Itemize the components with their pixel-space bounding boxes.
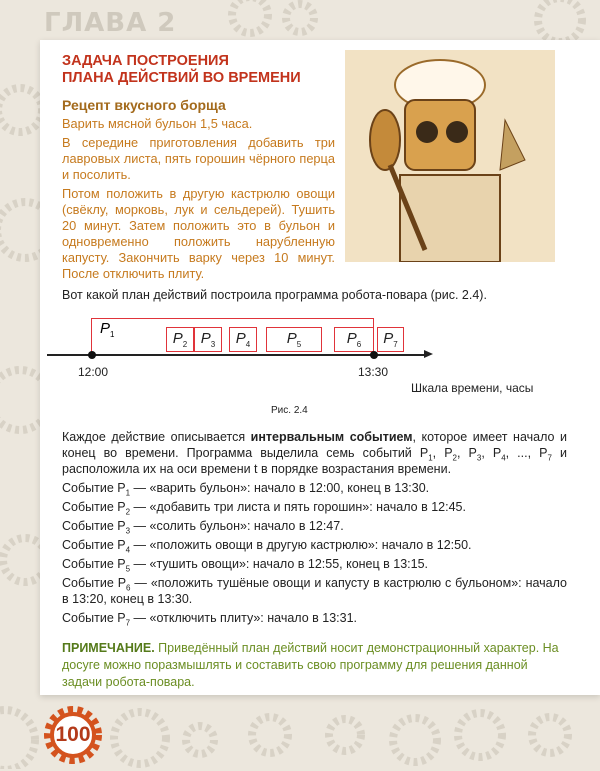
event-line: Событие $P_3$ — «солить бульон»: начало в 12:47. [62, 519, 344, 536]
event-line: Событие $P_6$ — «положить тушёные овощи и капусту в кастрюлю с бульоном»: начало в 13:20, конец в 13:30. [62, 576, 568, 606]
event-line: Событие $P_7$ — «отключить плиту»: начало в 13:31. [62, 611, 358, 628]
event-p2: $P_2$ [166, 327, 194, 352]
note-label: ПРИМЕЧАНИЕ. [62, 641, 155, 655]
note-block [62, 640, 567, 691]
page-number: 100 [55, 723, 91, 746]
title-line: ПЛАНА ДЕЙСТВИЙ ВО ВРЕМЕНИ [62, 70, 301, 86]
event-p7: $P_7$ [377, 327, 404, 352]
figure-caption: Рис. 2.4 [271, 405, 308, 416]
intro-text: Вот какой план действий построила программа робота-повара (рис. 2.4). [62, 288, 487, 302]
event-p5: $P_5$ [266, 327, 322, 352]
event-p4: $P_4$ [229, 327, 257, 352]
section-title [62, 53, 335, 87]
note-text: Приведённый план действий носит демонстрационный характер. На досуге можно поразмышлять и составить свою программу для решения данной задачи робота-повара. [62, 641, 559, 689]
body-paragraph: Каждое действие описывается интервальным событием, которое имеет начало и конец во времени. Программа выделила семь событий $P_1$, $P_2$, $P_3$, $P_4$, ..., $P_7$ и расположила их на оси времени t в порядке возрастания времени. [62, 430, 567, 476]
body-text [62, 429, 567, 626]
event-p1-label: $P_1$ [100, 320, 115, 339]
main-column [62, 53, 567, 691]
recipe-paragraph: В середине приготовления добавить три лавровых листа, пять горошин чёрного перца и посолить. [62, 135, 335, 182]
title-line: ЗАДАЧА ПОСТРОЕНИЯ [62, 53, 229, 69]
event-line: Событие $P_2$ — «добавить три листа и пять горошин»: начало в 12:45. [62, 500, 466, 517]
end-time-label: 13:30 [358, 365, 389, 379]
start-time-label: 12:00 [78, 365, 109, 379]
event-p3: $P_3$ [194, 327, 222, 352]
recipe-paragraph: Потом положить в другую кастрюлю овощи (свёклу, морковь, лук и сельдерей). Тушить 20 минут. Затем положить это в бульон и одновременно положить нарубленную капусту. Закончить варку через 10 минут. После отключить плиту. [62, 186, 335, 281]
event-p6: $P_6$ [334, 327, 374, 352]
event-line: Событие $P_4$ — «положить овощи в другую кастрюлю»: начало в 12:50. [62, 538, 472, 555]
start-dot [88, 351, 96, 359]
axis-label: Шкала времени, часы [411, 381, 534, 395]
recipe-section [62, 53, 335, 282]
chapter-heading: ГЛАВА 2 [44, 8, 177, 38]
page-number-badge [42, 704, 104, 766]
axis-arrow-icon [424, 350, 433, 358]
end-dot [370, 351, 378, 359]
timeline-figure [0, 305, 600, 429]
event-line: Событие $P_1$ — «варить бульон»: начало в 12:00, конец в 13:30. [62, 481, 430, 498]
recipe-subtitle: Рецепт вкусного борща [62, 97, 226, 113]
event-line: Событие $P_5$ — «тушить овощи»: начало в 12:55, конец в 13:15. [62, 557, 429, 574]
recipe-paragraph: Варить мясной бульон 1,5 часа. [62, 116, 253, 131]
